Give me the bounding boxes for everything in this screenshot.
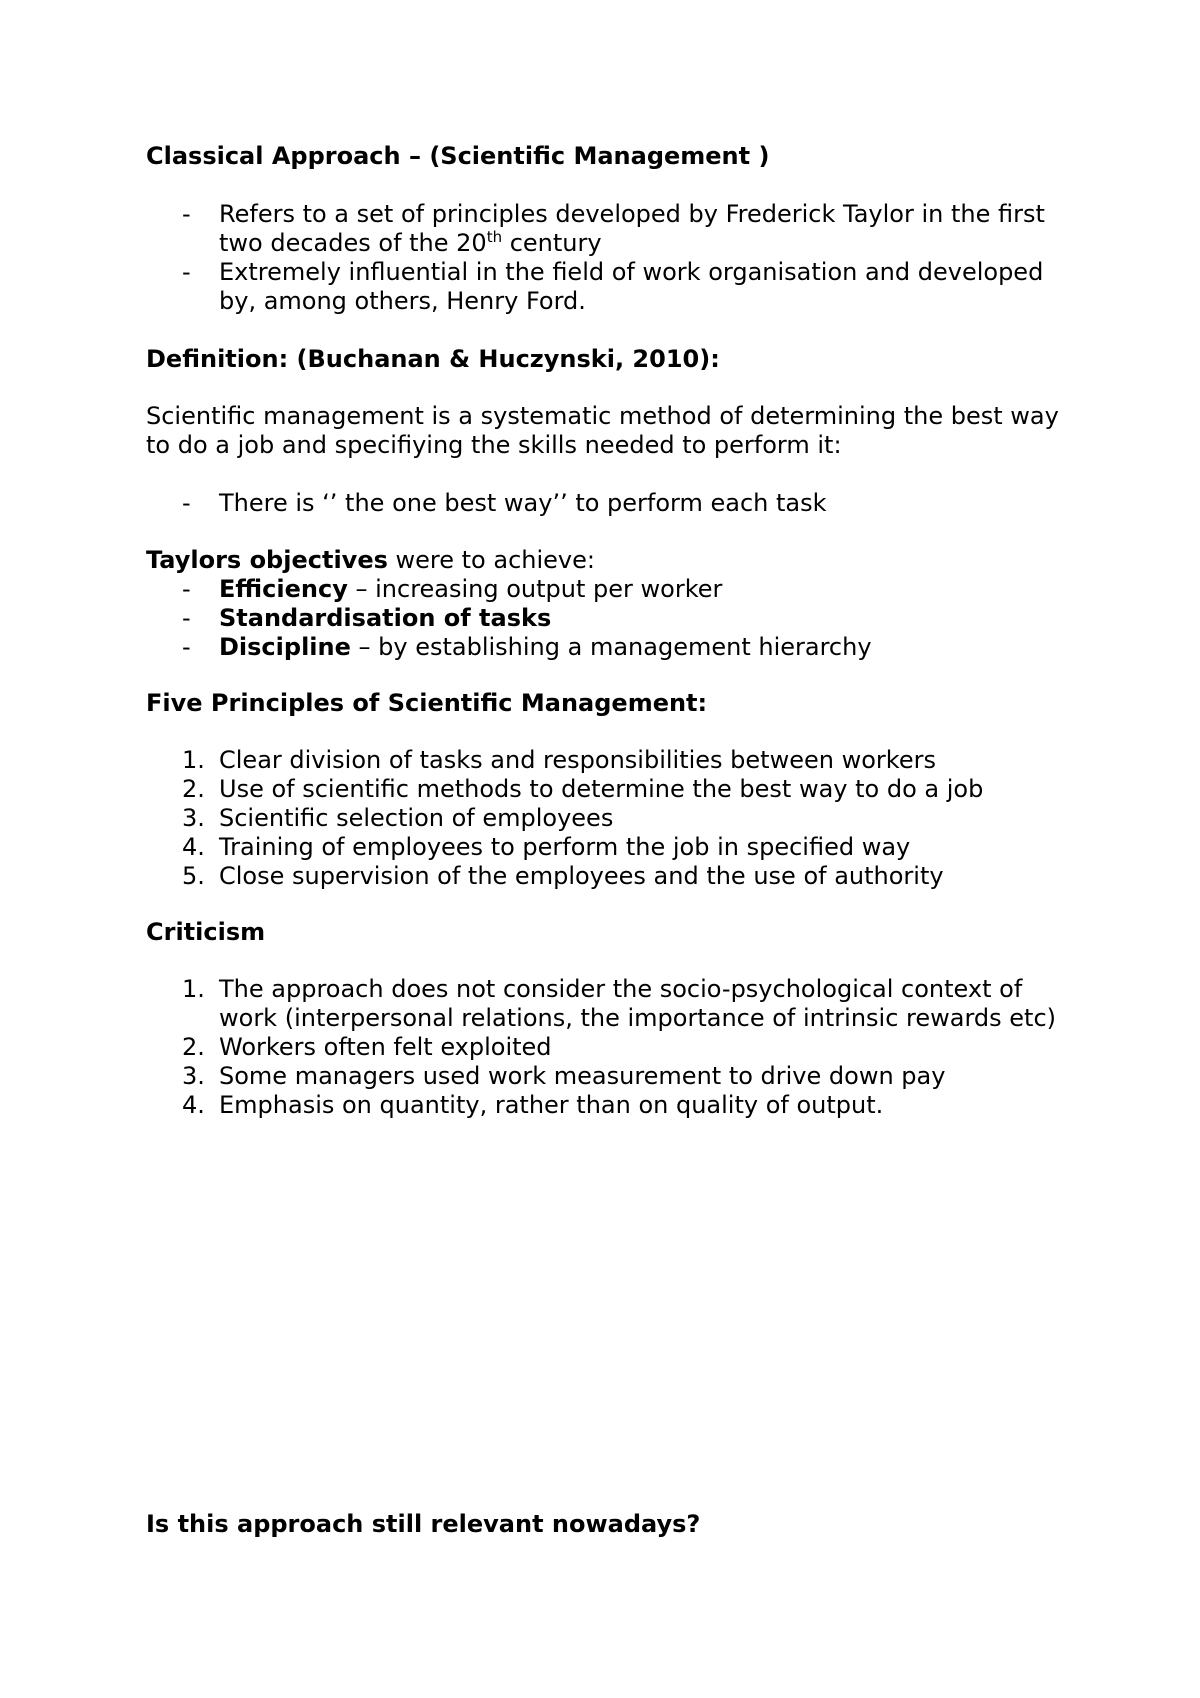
objective-bold: Standardisation of tasks	[219, 604, 552, 632]
principle-text: Clear division of tasks and responsibilities between workers	[219, 746, 936, 774]
definition-title: Definition: (Buchanan & Huczynski, 2010):	[146, 345, 720, 373]
number-marker: 4.	[182, 1091, 205, 1119]
number-marker: 3.	[182, 804, 205, 832]
number-marker: 4.	[182, 833, 205, 861]
number-marker: 1.	[182, 975, 205, 1003]
objective-rest: – increasing output per worker	[347, 575, 723, 603]
list-item	[146, 575, 1086, 604]
list-item	[146, 200, 1086, 258]
objectives-intro-rest: were to achieve:	[387, 546, 595, 574]
principles-title: Five Principles of Scientific Management:	[146, 689, 708, 717]
number-marker: 1.	[182, 746, 205, 774]
bullet-text: Refers to a set of principles developed by Frederick Taylor in the first two decades of the 20	[219, 200, 1045, 257]
principle-text: Training of employees to perform the job in specified way	[219, 833, 911, 861]
dash-marker: -	[182, 489, 191, 517]
list-item	[146, 1033, 1086, 1062]
list-item	[146, 633, 1086, 662]
list-item	[146, 775, 1086, 804]
principle-text: Scientific selection of employees	[219, 804, 614, 832]
objective-bold: Efficiency	[219, 575, 348, 603]
list-item	[146, 833, 1086, 862]
number-marker: 2.	[182, 775, 205, 803]
list-item	[146, 1062, 1086, 1091]
closing-question: Is this approach still relevant nowadays?	[146, 1510, 701, 1538]
criticism-title: Criticism	[146, 918, 266, 946]
principle-text: Use of scientific methods to determine the best way to do a job	[219, 775, 984, 803]
dash-marker: -	[182, 633, 191, 661]
definition-paragraph: Scientific management is a systematic method of determining the best way to do a job and specifiying the skills needed to perform it:	[146, 402, 1059, 459]
list-item	[146, 489, 1086, 518]
criticism-text: Some managers used work measurement to drive down pay	[219, 1062, 946, 1090]
list-item	[146, 804, 1086, 833]
dash-marker: -	[182, 258, 191, 286]
number-marker: 2.	[182, 1033, 205, 1061]
criticism-text: The approach does not consider the socio-psychological context of work (interpersonal relations, the importance of intrinsic rewards etc)	[219, 975, 1057, 1032]
dash-marker: -	[182, 604, 191, 632]
classical-approach-bullet-list	[146, 200, 1086, 316]
objectives-intro	[146, 546, 1086, 575]
objective-rest: – by establishing a management hierarchy	[350, 633, 872, 661]
list-item	[146, 975, 1086, 1033]
bullet-text: There is ‘’ the one best way’’ to perform each task	[219, 489, 827, 517]
dash-marker: -	[182, 575, 191, 603]
dash-marker: -	[182, 200, 191, 228]
list-item	[146, 862, 1086, 891]
bullet-text: Extremely influential in the field of work organisation and developed by, among others, Henry Ford.	[219, 258, 1044, 315]
criticism-text: Emphasis on quantity, rather than on quality of output.	[219, 1091, 884, 1119]
criticism-text: Workers often felt exploited	[219, 1033, 552, 1061]
bullet-text-end: century	[502, 229, 602, 257]
list-item	[146, 1091, 1086, 1120]
list-item	[146, 746, 1086, 775]
objective-bold: Discipline	[219, 633, 351, 661]
number-marker: 3.	[182, 1062, 205, 1090]
objectives-intro-bold: Taylors objectives	[146, 546, 388, 574]
objectives-list	[146, 575, 1086, 662]
principles-list	[146, 746, 1086, 891]
list-item	[146, 604, 1086, 633]
criticism-list	[146, 975, 1086, 1120]
number-marker: 5.	[182, 862, 205, 890]
section-title-classical-approach: Classical Approach – (Scientific Management )	[146, 142, 770, 170]
principle-text: Close supervision of the employees and the use of authority	[219, 862, 944, 890]
superscript: th	[486, 228, 503, 246]
list-item	[146, 258, 1086, 316]
definition-bullet-list	[146, 489, 1086, 518]
